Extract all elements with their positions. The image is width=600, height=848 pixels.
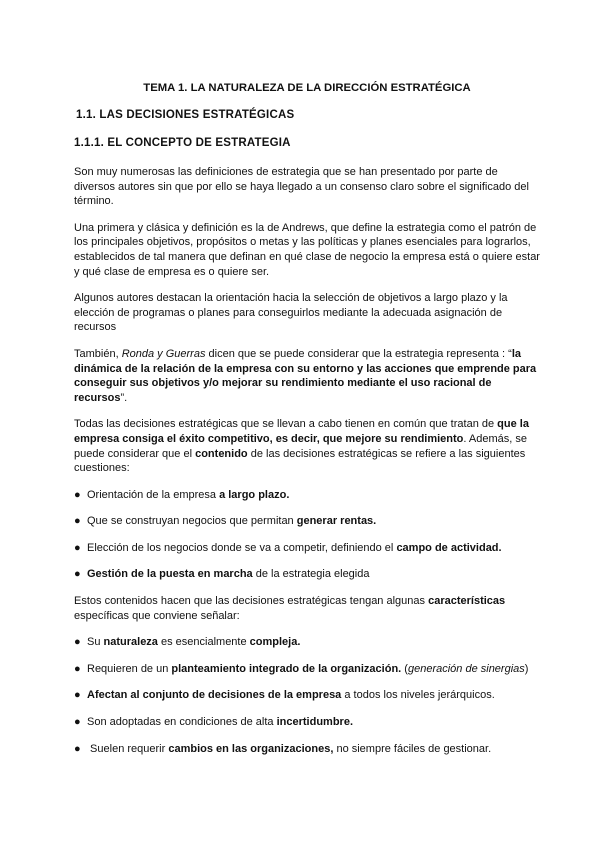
text-run: Elección de los negocios donde se va a competir, definiendo el — [87, 541, 397, 554]
bullet-icon: ● — [74, 662, 81, 675]
bold-phrase: campo de actividad. — [396, 541, 502, 554]
bold-phrase: contenido — [195, 447, 248, 460]
text-run: es esencialmente — [157, 636, 250, 649]
bullet-item — [74, 688, 540, 703]
bold-phrase: naturaleza — [103, 636, 158, 649]
bullet-item — [74, 541, 540, 556]
paragraph-5 — [74, 417, 540, 475]
text-run: de las decisiones estratégicas se refiere a las siguientes cuestiones: — [74, 447, 526, 475]
text-run: También, — [74, 347, 122, 360]
text-run: específicas que conviene señalar: — [74, 609, 240, 622]
bold-phrase: generar rentas. — [296, 515, 377, 528]
bullet-icon: ● — [74, 742, 81, 755]
text-run: . Además, se puede considerar que el — [74, 432, 527, 460]
bullet-icon: ● — [74, 689, 81, 702]
text-run: Son adoptadas en condiciones de alta — [87, 716, 277, 729]
bullet-item — [74, 514, 540, 529]
bullet-icon: ● — [74, 541, 81, 554]
bold-phrase: Afectan al conjunto de decisiones de la empresa — [87, 689, 342, 702]
bullet-list-caracteristicas — [74, 635, 540, 756]
paragraph-1: Son muy numerosas las definiciones de estrategia que se han presentado por parte de diversos autores sin que por ello se haya llegado a un consenso claro sobre el significado del término. — [74, 166, 529, 208]
text-run: de la estrategia elegida — [252, 568, 370, 581]
text-run: Suelen requerir — [87, 742, 169, 755]
bullet-item — [74, 662, 540, 677]
bold-phrase: a largo plazo. — [219, 488, 290, 501]
authors-italic: Ronda y Guerras — [121, 347, 206, 360]
bold-phrase: planteamiento integrado de la organización. — [171, 662, 402, 675]
text-run: Requieren de un — [87, 662, 172, 675]
section-heading-1-1: 1.1. LAS DECISIONES ESTRATÉGICAS — [76, 109, 295, 121]
bullet-item — [74, 715, 540, 730]
italic-phrase: generación de sinergias — [407, 662, 525, 675]
text-run: Estos contenidos hacen que las decisiones estratégicas tengan algunas — [74, 595, 429, 608]
text-run: Su — [87, 636, 104, 649]
bold-phrase: compleja. — [249, 636, 301, 649]
paragraph-6 — [74, 594, 540, 623]
bold-definition: la dinámica de la relación de la empresa con su entorno y las acciones que emprende para conseguir sus objetivos y/o mejorar su rendimiento mediante el uso racional de recursos — [74, 347, 537, 404]
text-run: Que se construyan negocios que permitan — [87, 515, 297, 528]
text-run: Todas las decisiones estratégicas que se llevan a cabo tienen en común que tratan de — [74, 418, 498, 431]
text-run: Orientación de la empresa — [87, 488, 220, 501]
section-heading-1-1-1: 1.1.1. EL CONCEPTO DE ESTRATEGIA — [74, 137, 291, 149]
bold-phrase: cambios en las organizaciones, — [168, 742, 334, 755]
bold-phrase: Gestión de la puesta en marcha — [87, 568, 253, 581]
bold-phrase: que la empresa consiga el éxito competitivo, es decir, que mejore su rendimiento — [74, 418, 529, 445]
bullet-icon: ● — [74, 488, 81, 501]
text-run: no siempre fáciles de gestionar. — [333, 742, 492, 755]
bullet-item — [74, 742, 540, 757]
paragraph-3: Algunos autores destacan la orientación hacia la selección de objetivos a largo plazo y la elección de programas o planes para conseguirlos mediante la adecuada asignación de recursos — [74, 292, 508, 334]
paragraph-2: Una primera y clásica y definición es la de Andrews, que define la estrategia como el patrón de los principales objetivos, propósitos o metas y las políticas y planes esenciales para lograrlos, establecidos de tal manera que definan en qué clase de negocio la empresa está o quiere estar y qué clase de empresa es o quiere ser. — [74, 221, 540, 278]
document-title: TEMA 1. LA NATURALEZA DE LA DIRECCIÓN ESTRATÉGICA — [143, 82, 471, 94]
paragraph-4 — [74, 347, 540, 405]
bullet-icon: ● — [74, 515, 81, 528]
bold-phrase: incertidumbre. — [276, 716, 353, 729]
text-run: ) — [524, 662, 529, 675]
text-run: dicen que se puede considerar que la estrategia representa : “ — [205, 347, 512, 360]
text-run: ( — [401, 662, 408, 675]
bullet-item — [74, 488, 540, 503]
bullet-item — [74, 567, 540, 582]
bullet-icon: ● — [74, 568, 81, 581]
text-run: ”. — [120, 391, 128, 404]
bullet-icon: ● — [74, 716, 81, 729]
bold-phrase: características — [428, 595, 506, 608]
bullet-item — [74, 635, 540, 650]
text-run: a todos los niveles jerárquicos. — [341, 689, 495, 702]
bullet-list-contenido — [74, 488, 540, 582]
bullet-icon: ● — [74, 636, 81, 649]
